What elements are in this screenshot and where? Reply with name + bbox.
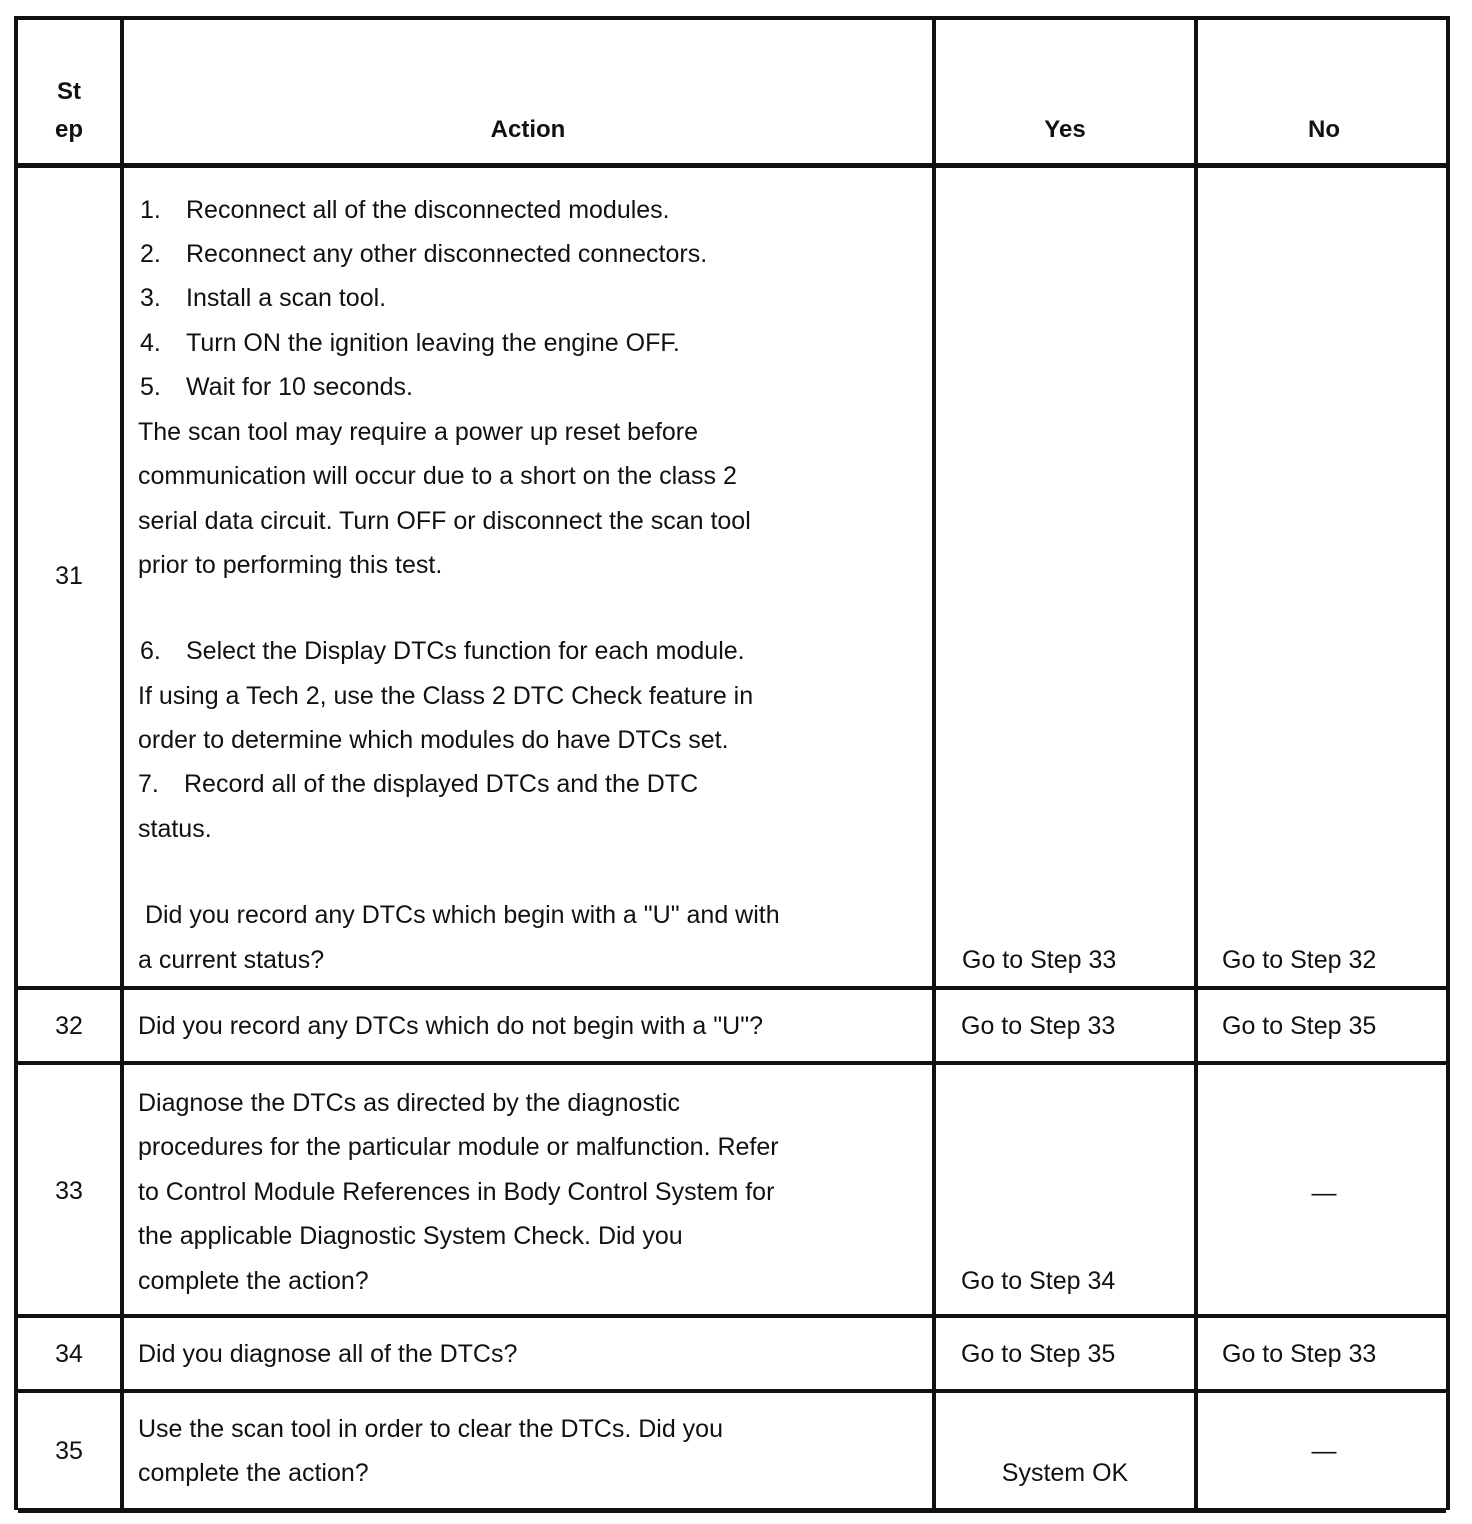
yes-cell xyxy=(932,1065,1194,1317)
action-line: Diagnose the DTCs as directed by the diagnostic xyxy=(138,1089,680,1117)
yes-result: System OK xyxy=(1001,1459,1129,1487)
header-divider xyxy=(18,160,1446,168)
step-cell xyxy=(18,168,120,990)
action-line: complete the action? xyxy=(138,1459,369,1487)
action-cell xyxy=(120,168,932,990)
yes-action-link: Go to Step 35 xyxy=(961,1340,1116,1368)
list-number: 2. xyxy=(140,240,161,268)
header-no-cell xyxy=(1194,20,1450,168)
step-number: 31 xyxy=(55,562,83,590)
yes-action-link: Go to Step 33 xyxy=(962,946,1117,974)
note-line: order to determine which modules do have DTCs set. xyxy=(138,726,729,754)
step-number: 32 xyxy=(55,1012,83,1040)
step-cell xyxy=(18,990,120,1064)
action-line: to Control Module References in Body Control System for xyxy=(138,1178,775,1206)
list-item xyxy=(140,232,707,277)
list-number: 5. xyxy=(140,373,161,401)
list-text: Turn ON the ignition leaving the engine OFF. xyxy=(186,329,680,357)
header-no: No xyxy=(1308,116,1340,143)
list-number: 7. xyxy=(138,770,159,798)
yes-cell xyxy=(932,168,1194,990)
header-step-cell xyxy=(18,20,120,168)
yes-cell xyxy=(932,1393,1194,1511)
yes-action-link: Go to Step 34 xyxy=(961,1267,1116,1295)
no-action-link: Go to Step 35 xyxy=(1222,1012,1377,1040)
header-yes: Yes xyxy=(1044,116,1086,143)
no-action-link: Go to Step 33 xyxy=(1222,1340,1377,1368)
list-number: 4. xyxy=(140,329,161,357)
step-number: 34 xyxy=(55,1340,83,1368)
action-cell xyxy=(120,1393,932,1511)
yes-action-link: Go to Step 33 xyxy=(961,1012,1116,1040)
diagnostic-table xyxy=(14,16,1450,1510)
list-item xyxy=(138,762,698,807)
note-line: If using a Tech 2, use the Class 2 DTC Check feature in xyxy=(138,682,754,710)
step-number: 33 xyxy=(55,1177,83,1205)
action-cell xyxy=(120,1065,932,1317)
header-step-line1: St xyxy=(57,78,81,105)
list-item xyxy=(140,276,386,321)
table-row-33 xyxy=(18,1065,1446,1317)
note-line: prior to performing this test. xyxy=(138,551,443,579)
action-cell xyxy=(120,1318,932,1392)
list-text: Reconnect any other disconnected connectors. xyxy=(186,240,708,268)
table-bottom-border xyxy=(18,1507,1446,1513)
step-cell xyxy=(18,1393,120,1511)
header-row xyxy=(18,20,1446,168)
step-cell xyxy=(18,1065,120,1317)
table-row-34 xyxy=(18,1318,1446,1392)
action-line: Use the scan tool in order to clear the DTCs. Did you xyxy=(138,1415,723,1443)
no-cell xyxy=(1194,168,1450,990)
list-text: Install a scan tool. xyxy=(186,284,387,312)
action-text: Did you diagnose all of the DTCs? xyxy=(138,1340,518,1368)
table-row-32 xyxy=(18,990,1446,1064)
no-cell xyxy=(1194,990,1450,1064)
no-cell xyxy=(1194,1393,1450,1511)
list-text: Wait for 10 seconds. xyxy=(186,373,413,401)
list-item xyxy=(140,629,745,674)
no-action-link: Go to Step 32 xyxy=(1222,946,1377,974)
header-step-line2: ep xyxy=(54,116,83,143)
table-row-35 xyxy=(18,1393,1446,1511)
list-number: 6. xyxy=(140,637,161,665)
header-action: Action xyxy=(490,116,566,143)
step-cell xyxy=(18,1318,120,1392)
yes-cell xyxy=(932,1318,1194,1392)
question-line: Did you record any DTCs which begin with a "U" and with xyxy=(138,901,780,929)
list-text: Record all of the displayed DTCs and the DTC xyxy=(184,770,699,798)
list-item xyxy=(140,188,670,233)
note-line: serial data circuit. Turn OFF or disconnect the scan tool xyxy=(138,507,751,535)
question-line: a current status? xyxy=(138,946,325,974)
note-line: The scan tool may require a power up reset before xyxy=(138,418,699,446)
action-line: the applicable Diagnostic System Check. Did you xyxy=(138,1222,683,1250)
no-dash: — xyxy=(1311,1437,1337,1465)
header-action-cell xyxy=(120,20,932,168)
list-text: Reconnect all of the disconnected modules. xyxy=(186,196,670,224)
action-cell xyxy=(120,990,932,1064)
no-cell xyxy=(1194,1065,1450,1317)
list-number: 1. xyxy=(140,196,161,224)
list-number: 3. xyxy=(140,284,161,312)
list-item-continued: status. xyxy=(138,815,212,843)
action-line: complete the action? xyxy=(138,1267,369,1295)
list-item xyxy=(140,321,680,366)
yes-cell xyxy=(932,990,1194,1064)
header-yes-cell xyxy=(932,20,1194,168)
no-dash: — xyxy=(1311,1179,1337,1207)
list-text: Select the Display DTCs function for each module. xyxy=(186,637,745,665)
no-cell xyxy=(1194,1318,1450,1392)
list-item xyxy=(140,365,413,410)
table-row-31 xyxy=(18,168,1446,990)
action-line: procedures for the particular module or malfunction. Refer xyxy=(138,1133,779,1161)
step-number: 35 xyxy=(55,1437,83,1465)
note-line: communication will occur due to a short on the class 2 xyxy=(138,462,737,490)
action-text: Did you record any DTCs which do not begin with a "U"? xyxy=(138,1012,763,1040)
